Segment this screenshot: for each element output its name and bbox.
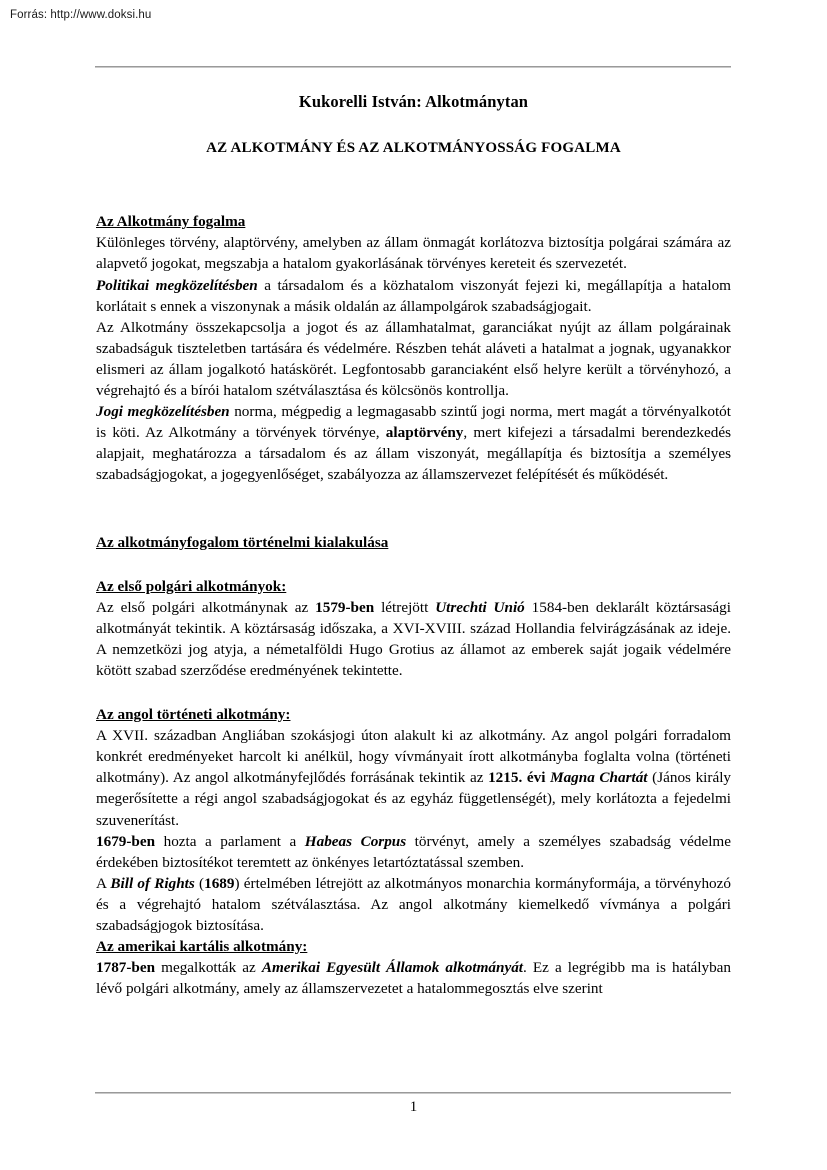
text-american-a: megalkották az	[155, 958, 262, 976]
term-bill-of-rights: Bill of Rights	[110, 874, 195, 892]
text-habeas-b: törvényt, amely a személyes szabadság védelme érdekében biztosítékot teremtett az önkényes letartóztatással szemben.	[96, 832, 731, 871]
term-utrechti-unio: Utrechti Unió	[435, 599, 525, 617]
paragraph-bill-of-rights	[96, 873, 731, 936]
subtitle-spacer	[96, 157, 731, 211]
text-first-civil-a: Az első polgári alkotmánynak az	[96, 599, 316, 617]
heading-alkotmany-fogalma: Az Alkotmány fogalma	[96, 213, 246, 231]
text-english-c: (János király megerősítette a régi angol szabadságjogokat és az egyház függetlenségét), mely korlátozta a fejedelmi szuvenerítást.	[96, 769, 732, 829]
term-magna-charta: Magna Chartát	[550, 769, 648, 787]
heading-historical-development: Az alkotmányfogalom történelmi kialakulása	[96, 533, 389, 551]
term-us-constitution: Amerikai Egyesült Államok alkotmányát	[261, 958, 524, 976]
document-subtitle: AZ ALKOTMÁNY ÉS AZ ALKOTMÁNYOSSÁG FOGALMA	[206, 139, 621, 156]
title-spacer	[96, 113, 731, 139]
text-legal-rest: , mert kifejezi a társadalmi berendezkedés alapjait, meghatározza a társadalom és az állam viszonyát, megállapítja és biztosítja a személyes szabadságjogokat, a jogegyenlőséget, szabályozza az államszervezet felépítését és működését.	[96, 423, 731, 483]
header-divider	[95, 66, 731, 68]
paragraph-english-constitution	[96, 725, 731, 830]
term-alaptorveny: alaptörvény	[385, 423, 464, 441]
paragraph-first-civil-constitutions	[96, 597, 731, 681]
text-first-civil-b: létrejött	[374, 599, 436, 617]
paragraph-legal-approach	[96, 401, 731, 485]
page-number: 1	[409, 1099, 418, 1115]
text-english-a: A XVII. században Angliában szokásjogi úton alakult ki az alkotmány. Az angol polgári forradalom konkrét eredményeket harcolt ki anélkül, hogy vívmányait írott alkotmányba foglalta volna (történeti alkotmány). Az angol alkotmányfejlődés forrásának tekintik az	[96, 727, 731, 787]
term-habeas-corpus: Habeas Corpus	[304, 832, 407, 850]
lead-in-legal: Jogi megközelítésben	[96, 402, 230, 420]
text-habeas-a: hozta a parlament a	[155, 832, 305, 850]
text-bill-a: A	[96, 874, 111, 892]
text-political-rest: a társadalom és a közhatalom viszonyát fejezi ki, megállapítja a hatalom korlátait s ennek a viszonynak a másik oldalán az állampolgárok szabadságjogait.	[96, 276, 731, 315]
text-legal-mid: norma, mégpedig a legmagasabb szintű jogi norma, mert magát a törvényalkotót is köti. Az Alkotmány a törvények törvénye,	[96, 402, 731, 441]
text-first-civil-c: 1584-ben deklarált köztársasági alkotmányát tekintik. A köztársaság időszaka, a XVI-XVIII. század Hollandia felvirágzásának az ideje. A nemzetközi jog atyja, a németalföldi Hugo Grotius az államot az emberek saját jogaik védelmére kötött szabad szerződése eredményének tekintette.	[96, 599, 731, 680]
document-content	[96, 92, 731, 999]
source-url-stamp: Forrás: http://www.doksi.hu	[10, 9, 152, 21]
heading-american-chartal-constitution: Az amerikai kartális alkotmány:	[96, 937, 308, 955]
paragraph-definition: Különleges törvény, alaptörvény, amelyben az állam önmagát korlátozva biztosítja polgárai számára az alapvető jogokat, megszabja a hatalom gyakorlásának törvényes kereteit és szervezetét.	[96, 234, 731, 273]
lead-in-political: Politikai megközelítésben	[96, 276, 258, 294]
paragraph-habeas-corpus	[96, 831, 731, 873]
text-bill-b: (	[194, 874, 205, 892]
paragraph-american-constitution	[96, 957, 731, 999]
year-1215: 1215. évi	[488, 769, 546, 787]
document-title: Kukorelli István: Alkotmánytan	[298, 92, 529, 111]
year-1679: 1679-ben	[96, 832, 156, 850]
paragraph-political-approach	[96, 275, 731, 317]
year-1787: 1787-ben	[96, 958, 156, 976]
text-bill-c: ) értelmében létrejött az alkotmányos monarchia kormányformája, a törvényhozó és a végrehajtó hatalom szétválasztása. Az angol alkotmány kiemelkedő vívmánya a polgári szabadságjogok biztosítása.	[96, 874, 731, 934]
year-1689: 1689	[204, 874, 235, 892]
year-1579: 1579-ben	[315, 599, 375, 617]
paragraph-law-and-power: Az Alkotmány összekapcsolja a jogot és az államhatalmat, garanciákat nyújt az állam polgárainak szabadságuk tiszteletben tartására és védelmére. Részben tehát aláveti a hatalmat a jognak, ugyanakkor elismeri az állam jogalkotó hatáskörét. Legfontosabb garanciaként első helyre került a törvényhozó, a végrehajtó és a bírói hatalom szétválasztása és kölcsönös kontrollja.	[96, 318, 731, 399]
heading-english-historical-constitution: Az angol történeti alkotmány:	[96, 706, 291, 724]
heading-first-civil-constitutions: Az első polgári alkotmányok:	[96, 578, 287, 596]
footer-divider	[95, 1092, 731, 1094]
text-american-b: . Ez a legrégibb ma is hatályban lévő polgári alkotmány, amely az államszervezetet a hatalommegosztás elve szerint	[96, 958, 731, 997]
